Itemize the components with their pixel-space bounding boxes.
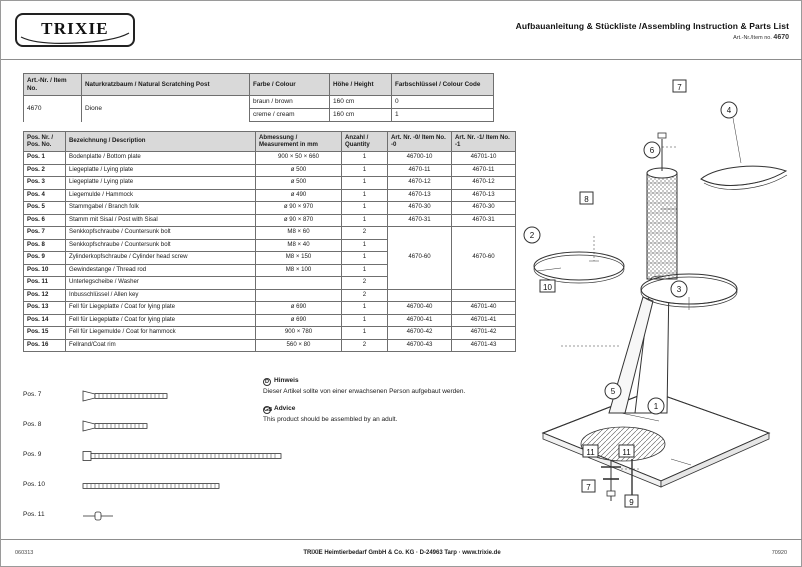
article-number-value: 4670 bbox=[773, 34, 789, 41]
cell-qty: 1 bbox=[342, 152, 388, 165]
svg-text:9: 9 bbox=[629, 498, 634, 507]
notes-block bbox=[263, 377, 513, 434]
note-de-heading: Hinweis bbox=[274, 377, 299, 384]
footer-doc-code: 060313 bbox=[15, 550, 34, 556]
cell-desc: Zylinderkopfschraube / Cylinder head screw bbox=[66, 252, 256, 265]
col-quantity: Anzahl / Quantity bbox=[342, 132, 388, 152]
cell-meas: 900 × 780 bbox=[256, 327, 342, 340]
article-item-name: Dione bbox=[82, 96, 250, 122]
parts-table-header-row bbox=[24, 132, 516, 152]
page-title: Aufbauanleitung & Stückliste /Assembling Instruction & Parts List bbox=[515, 21, 789, 31]
article-colour: braun / brown bbox=[250, 96, 330, 109]
cell-desc: Unterlegscheibe / Washer bbox=[66, 277, 256, 290]
callout-9 bbox=[625, 495, 638, 507]
callout-5 bbox=[605, 383, 621, 399]
table-row bbox=[24, 202, 516, 215]
part-sketch-list bbox=[23, 387, 303, 537]
cell-desc: Senkkopfschraube / Countersunk bolt bbox=[66, 239, 256, 252]
washer-icon bbox=[81, 507, 141, 527]
cell-art1: 4670-12 bbox=[452, 177, 516, 190]
list-item bbox=[23, 387, 303, 417]
article-colour: creme / cream bbox=[250, 109, 330, 122]
cell-qty: 1 bbox=[342, 189, 388, 202]
callout-1 bbox=[648, 398, 664, 414]
cell-qty: 1 bbox=[342, 264, 388, 277]
col-product: Naturkratzbaum / Natural Scratching Post bbox=[82, 74, 250, 96]
callout-6 bbox=[644, 142, 660, 158]
list-item bbox=[23, 447, 303, 477]
svg-text:3: 3 bbox=[676, 285, 682, 294]
cell-pos: Pos. 6 bbox=[24, 214, 66, 227]
cell-pos: Pos. 11 bbox=[24, 277, 66, 290]
document-header bbox=[1, 1, 802, 59]
cell-meas: M8 × 40 bbox=[256, 239, 342, 252]
article-colour-code: 0 bbox=[392, 96, 494, 109]
table-row bbox=[24, 189, 516, 202]
cell-art1: 4670-11 bbox=[452, 164, 516, 177]
cell-qty: 1 bbox=[342, 202, 388, 215]
article-number-label: Art.-Nr./Item no. bbox=[733, 35, 772, 41]
svg-text:8: 8 bbox=[584, 195, 589, 204]
assembly-drawing bbox=[501, 61, 799, 516]
cell-qty: 1 bbox=[342, 314, 388, 327]
table-row bbox=[24, 302, 516, 315]
cell-pos: Pos. 15 bbox=[24, 327, 66, 340]
footer-divider bbox=[1, 539, 802, 540]
callout-3 bbox=[671, 281, 687, 297]
cell-art0: 4670-60 bbox=[388, 227, 452, 290]
countersunk-bolt-60-icon bbox=[81, 387, 191, 407]
cell-meas: ø 690 bbox=[256, 302, 342, 315]
cell-pos: Pos. 1 bbox=[24, 152, 66, 165]
cell-qty: 2 bbox=[342, 339, 388, 352]
cell-pos: Pos. 16 bbox=[24, 339, 66, 352]
cell-desc: Fell für Liegeplatte / Coat for lying plate bbox=[66, 302, 256, 315]
svg-text:7: 7 bbox=[677, 83, 682, 92]
cell-art1: 46701-10 bbox=[452, 152, 516, 165]
cell-desc: Fell für Liegeplatte / Coat for lying plate bbox=[66, 314, 256, 327]
cell-pos: Pos. 14 bbox=[24, 314, 66, 327]
callout-11-right bbox=[619, 445, 634, 457]
col-colour: Farbe / Colour bbox=[250, 74, 330, 96]
cell-art0: 46700-42 bbox=[388, 327, 452, 340]
table-row bbox=[24, 214, 516, 227]
cell-art0: 46700-40 bbox=[388, 302, 452, 315]
cell-qty: 1 bbox=[342, 239, 388, 252]
cell-qty: 1 bbox=[342, 164, 388, 177]
note-de-body: Dieser Artikel sollte von einer erwachsenen Person aufgebaut werden. bbox=[263, 388, 466, 395]
cell-art0: 4670-12 bbox=[388, 177, 452, 190]
cell-art1: 4670-13 bbox=[452, 189, 516, 202]
cell-pos: Pos. 4 bbox=[24, 189, 66, 202]
table-row bbox=[24, 96, 494, 109]
cell-desc: Liegemulde / Hammock bbox=[66, 189, 256, 202]
cell-art0: 4670-30 bbox=[388, 202, 452, 215]
cell-art1: 4670-31 bbox=[452, 214, 516, 227]
svg-text:1: 1 bbox=[653, 402, 659, 411]
svg-text:7: 7 bbox=[586, 483, 591, 492]
callout-10 bbox=[540, 280, 555, 292]
cell-art1: 46701-43 bbox=[452, 339, 516, 352]
flag-de-icon: D bbox=[263, 378, 271, 386]
part-sketch-label: Pos. 8 bbox=[23, 421, 42, 428]
cell-desc: Fellrand/Coat rim bbox=[66, 339, 256, 352]
cell-qty: 1 bbox=[342, 177, 388, 190]
article-item-no: 4670 bbox=[24, 96, 82, 122]
svg-text:10: 10 bbox=[543, 283, 552, 292]
cell-qty: 1 bbox=[342, 327, 388, 340]
cell-art0 bbox=[388, 289, 452, 302]
note-en-title bbox=[263, 405, 513, 414]
svg-text:6: 6 bbox=[649, 146, 655, 155]
col-colour-code: Farbschlüssel / Colour Code bbox=[392, 74, 494, 96]
cell-meas: M8 × 100 bbox=[256, 264, 342, 277]
cell-art1: 46701-42 bbox=[452, 327, 516, 340]
cell-art0: 4670-11 bbox=[388, 164, 452, 177]
table-row bbox=[24, 327, 516, 340]
col-description: Bezeichnung / Description bbox=[66, 132, 256, 152]
cell-desc: Gewindestange / Thread rod bbox=[66, 264, 256, 277]
cell-pos: Pos. 5 bbox=[24, 202, 66, 215]
cell-art0: 46700-10 bbox=[388, 152, 452, 165]
cell-meas: ø 500 bbox=[256, 177, 342, 190]
callout-2 bbox=[524, 227, 540, 243]
cell-pos: Pos. 8 bbox=[24, 239, 66, 252]
table-row bbox=[24, 177, 516, 190]
cell-art0: 46700-41 bbox=[388, 314, 452, 327]
cell-art1: 46701-40 bbox=[452, 302, 516, 315]
footer-company: TRIXIE Heimtierbedarf GmbH & Co. KG · D-24963 Tarp · www.trixie.de bbox=[303, 550, 501, 556]
callout-11-left bbox=[583, 445, 598, 457]
cell-desc: Bodenplatte / Bottom plate bbox=[66, 152, 256, 165]
cylinder-head-screw-150-icon bbox=[81, 447, 301, 467]
cell-meas: ø 490 bbox=[256, 189, 342, 202]
cell-qty: 2 bbox=[342, 289, 388, 302]
svg-text:5: 5 bbox=[610, 387, 616, 396]
svg-text:TRIXIE: TRIXIE bbox=[41, 19, 109, 38]
col-art-no-0: Art. Nr. -0/ Item No. -0 bbox=[388, 132, 452, 152]
part-sketch-label: Pos. 11 bbox=[23, 511, 45, 518]
cell-meas: 560 × 80 bbox=[256, 339, 342, 352]
flag-gb-icon: GB bbox=[264, 407, 273, 414]
list-item bbox=[23, 417, 303, 447]
cell-meas: ø 90 × 970 bbox=[256, 202, 342, 215]
cell-pos: Pos. 3 bbox=[24, 177, 66, 190]
parts-table-body bbox=[24, 152, 516, 352]
article-table bbox=[23, 73, 494, 122]
article-number bbox=[733, 34, 789, 41]
cell-desc: Stammgabel / Branch folk bbox=[66, 202, 256, 215]
cell-desc: Stamm mit Sisal / Post with Sisal bbox=[66, 214, 256, 227]
cell-qty: 1 bbox=[342, 302, 388, 315]
note-en-body: This product should be assembled by an adult. bbox=[263, 416, 398, 424]
header-divider bbox=[1, 59, 802, 60]
cell-art1: 4670-60 bbox=[452, 227, 516, 290]
cell-qty: 2 bbox=[342, 227, 388, 240]
thread-rod-100-icon bbox=[81, 477, 231, 497]
cell-pos: Pos. 7 bbox=[24, 227, 66, 240]
callout-8 bbox=[580, 192, 593, 204]
cell-pos: Pos. 2 bbox=[24, 164, 66, 177]
col-pos-no: Pos. Nr. / Pos. No. bbox=[24, 132, 66, 152]
part-sketch-label: Pos. 9 bbox=[23, 451, 42, 458]
cell-qty: 1 bbox=[342, 252, 388, 265]
note-de-title bbox=[263, 377, 513, 386]
cell-art0: 4670-13 bbox=[388, 189, 452, 202]
table-row bbox=[24, 314, 516, 327]
article-height: 160 cm bbox=[330, 109, 392, 122]
col-art-no-1: Art. Nr. -1/ Item No. -1 bbox=[452, 132, 516, 152]
table-row bbox=[24, 152, 516, 165]
parts-table bbox=[23, 131, 516, 352]
cell-desc: Liegeplatte / Lying plate bbox=[66, 177, 256, 190]
cell-meas: ø 500 bbox=[256, 164, 342, 177]
table-row bbox=[24, 164, 516, 177]
callout-4 bbox=[721, 102, 737, 118]
table-row bbox=[24, 227, 516, 240]
callout-7-top bbox=[673, 80, 686, 92]
cell-meas bbox=[256, 277, 342, 290]
cell-meas: M8 × 60 bbox=[256, 227, 342, 240]
cell-art1: 46701-41 bbox=[452, 314, 516, 327]
part-sketch-label: Pos. 7 bbox=[23, 391, 42, 398]
col-item-no: Art.-Nr. / Item No. bbox=[24, 74, 82, 96]
note-en-heading: Advice bbox=[274, 405, 296, 413]
cell-desc: Inbusschlüssel / Allen key bbox=[66, 289, 256, 302]
cell-pos: Pos. 13 bbox=[24, 302, 66, 315]
svg-text:11: 11 bbox=[586, 448, 595, 457]
cell-desc: Liegeplatte / Lying plate bbox=[66, 164, 256, 177]
table-row bbox=[24, 339, 516, 352]
svg-text:11: 11 bbox=[622, 448, 631, 457]
cell-desc: Fell für Liegemulde / Coat for hammock bbox=[66, 327, 256, 340]
article-table-header-row bbox=[24, 74, 494, 96]
cell-pos: Pos. 9 bbox=[24, 252, 66, 265]
cell-desc: Senkkopfschraube / Countersunk bolt bbox=[66, 227, 256, 240]
table-row bbox=[24, 289, 516, 302]
col-height: Höhe / Height bbox=[330, 74, 392, 96]
part-sketch-label: Pos. 10 bbox=[23, 481, 46, 488]
cell-meas: M8 × 150 bbox=[256, 252, 342, 265]
cell-meas: 900 × 50 × 660 bbox=[256, 152, 342, 165]
trixie-logo bbox=[15, 13, 135, 47]
col-measurement: Abmessung / Measurement in mm bbox=[256, 132, 342, 152]
cell-art0: 4670-31 bbox=[388, 214, 452, 227]
callout-7-bottom bbox=[582, 480, 595, 492]
svg-text:2: 2 bbox=[529, 231, 535, 240]
cell-pos: Pos. 10 bbox=[24, 264, 66, 277]
cell-meas: ø 690 bbox=[256, 314, 342, 327]
cell-art1: 4670-30 bbox=[452, 202, 516, 215]
article-colour-code: 1 bbox=[392, 109, 494, 122]
cell-qty: 2 bbox=[342, 277, 388, 290]
cell-meas bbox=[256, 289, 342, 302]
countersunk-bolt-40-icon bbox=[81, 417, 191, 437]
footer-page-code: 70920 bbox=[771, 550, 787, 556]
cell-art0: 46700-43 bbox=[388, 339, 452, 352]
list-item bbox=[23, 477, 303, 507]
cell-meas: ø 90 × 870 bbox=[256, 214, 342, 227]
cell-pos: Pos. 12 bbox=[24, 289, 66, 302]
list-item bbox=[23, 507, 303, 537]
svg-text:4: 4 bbox=[726, 106, 732, 115]
article-height: 160 cm bbox=[330, 96, 392, 109]
cell-qty: 1 bbox=[342, 214, 388, 227]
